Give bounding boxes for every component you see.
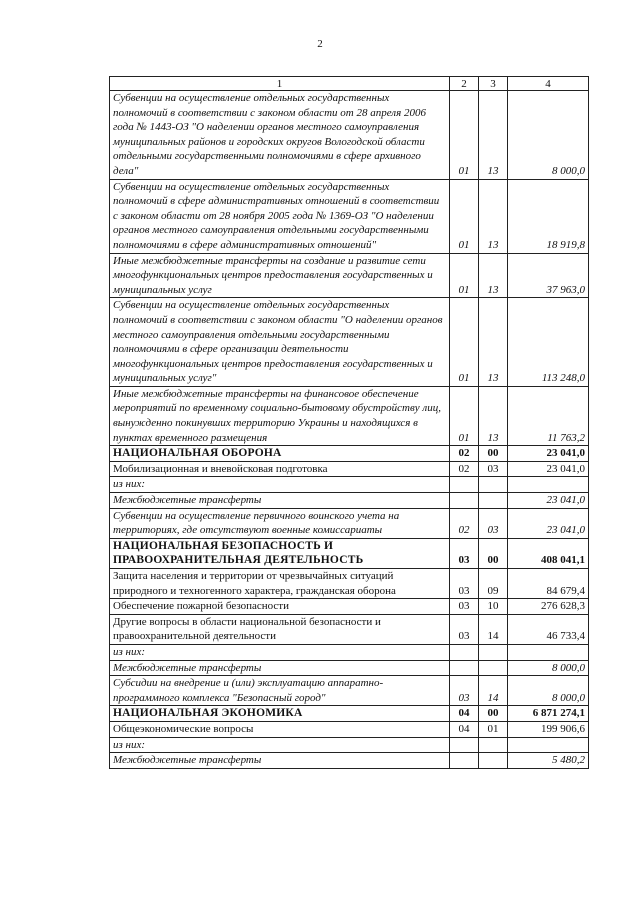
row-subsection: 14 [479, 676, 508, 706]
row-amount: 46 733,4 [508, 614, 589, 644]
row-amount [508, 644, 589, 660]
row-amount: 18 919,8 [508, 179, 589, 253]
row-subsection: 00 [479, 538, 508, 568]
table-row [110, 493, 589, 509]
table-row [110, 676, 589, 706]
row-subsection: 00 [479, 706, 508, 722]
table-row [110, 446, 589, 462]
row-section: 04 [450, 706, 479, 722]
row-subsection: 09 [479, 569, 508, 599]
row-amount: 23 041,0 [508, 508, 589, 538]
row-subsection: 13 [479, 179, 508, 253]
row-amount: 8 000,0 [508, 91, 589, 180]
row-section: 01 [450, 91, 479, 180]
row-amount: 23 041,0 [508, 493, 589, 509]
row-section: 01 [450, 253, 479, 298]
row-subsection [479, 737, 508, 753]
row-name: Межбюджетные трансферты [110, 493, 450, 509]
row-name: из них: [110, 477, 450, 493]
row-subsection: 14 [479, 614, 508, 644]
row-subsection [479, 477, 508, 493]
table-row [110, 386, 589, 445]
row-section: 01 [450, 179, 479, 253]
row-subsection: 13 [479, 298, 508, 387]
header-col-4: 4 [508, 77, 589, 91]
row-name: НАЦИОНАЛЬНАЯ ОБОРОНА [110, 446, 450, 462]
row-name: Обеспечение пожарной безопасности [110, 599, 450, 615]
row-section [450, 660, 479, 676]
row-name: Субвенции на осуществление первичного воинского учета на территориях, где отсутствуют военные комиссариаты [110, 508, 450, 538]
row-subsection: 13 [479, 386, 508, 445]
header-col-1: 1 [110, 77, 450, 91]
row-section: 03 [450, 676, 479, 706]
row-section: 03 [450, 599, 479, 615]
row-name: из них: [110, 644, 450, 660]
row-name: Межбюджетные трансферты [110, 660, 450, 676]
row-name: Субсидии на внедрение и (или) эксплуатацию аппаратно-программного комплекса "Безопасный город" [110, 676, 450, 706]
table-row [110, 614, 589, 644]
row-name: из них: [110, 737, 450, 753]
row-amount: 5 480,2 [508, 753, 589, 769]
row-name: Межбюджетные трансферты [110, 753, 450, 769]
table-row [110, 461, 589, 477]
header-col-2: 2 [450, 77, 479, 91]
row-section [450, 644, 479, 660]
row-subsection: 01 [479, 721, 508, 737]
table-row [110, 753, 589, 769]
row-name: НАЦИОНАЛЬНАЯ БЕЗОПАСНОСТЬ И ПРАВООХРАНИТЕЛЬНАЯ ДЕЯТЕЛЬНОСТЬ [110, 538, 450, 568]
row-section: 02 [450, 446, 479, 462]
row-name: Субвенции на осуществление отдельных государственных полномочий в сфере административных отношений в соответствии с законом области от 28 ноября 2005 года № 1369-ОЗ "О наделении органов местного самоуправления отдельными государственными полномочиями в сфере административных отношений" [110, 179, 450, 253]
table-row [110, 538, 589, 568]
row-subsection [479, 644, 508, 660]
row-subsection: 13 [479, 253, 508, 298]
row-amount: 113 248,0 [508, 298, 589, 387]
row-section: 02 [450, 461, 479, 477]
row-amount [508, 477, 589, 493]
row-name: Общеэкономические вопросы [110, 721, 450, 737]
row-amount: 84 679,4 [508, 569, 589, 599]
table-row [110, 737, 589, 753]
row-amount: 23 041,0 [508, 446, 589, 462]
row-subsection: 03 [479, 461, 508, 477]
row-section: 01 [450, 298, 479, 387]
row-amount: 11 763,2 [508, 386, 589, 445]
table-row [110, 721, 589, 737]
row-name: Субвенции на осуществление отдельных государственных полномочий в соответствии с законом области "О наделении органов местного самоуправления отдельными государственными полномочиями в сфере организации деятельности многофункциональных центров предоставления государственных и муниципальных услуг" [110, 298, 450, 387]
row-name: Другие вопросы в области национальной безопасности и правоохранительной деятельности [110, 614, 450, 644]
row-section [450, 477, 479, 493]
row-section [450, 493, 479, 509]
row-amount [508, 737, 589, 753]
budget-table [109, 76, 589, 769]
table-row [110, 179, 589, 253]
row-subsection [479, 660, 508, 676]
row-name: Защита населения и территории от чрезвычайных ситуаций природного и техногенного характера, гражданская оборона [110, 569, 450, 599]
row-amount: 8 000,0 [508, 660, 589, 676]
row-section [450, 737, 479, 753]
row-amount: 199 906,6 [508, 721, 589, 737]
table-row [110, 599, 589, 615]
row-name: НАЦИОНАЛЬНАЯ ЭКОНОМИКА [110, 706, 450, 722]
header-col-3: 3 [479, 77, 508, 91]
row-section: 04 [450, 721, 479, 737]
row-subsection: 10 [479, 599, 508, 615]
row-section: 03 [450, 614, 479, 644]
row-name: Субвенции на осуществление отдельных государственных полномочий в соответствии с законом области от 28 апреля 2006 года № 1443-ОЗ "О наделении органов местного самоуправления муниципальных районов и городских округов Вологодской области отдельными государственными полномочиями в сфере архивного дела" [110, 91, 450, 180]
row-name: Мобилизационная и вневойсковая подготовка [110, 461, 450, 477]
table-row [110, 91, 589, 180]
row-section: 03 [450, 538, 479, 568]
table-row [110, 569, 589, 599]
row-subsection: 03 [479, 508, 508, 538]
table-row [110, 660, 589, 676]
table-header-row [110, 77, 589, 91]
row-amount: 6 871 274,1 [508, 706, 589, 722]
row-amount: 23 041,0 [508, 461, 589, 477]
page-number: 2 [317, 38, 323, 50]
row-amount: 276 628,3 [508, 599, 589, 615]
row-section [450, 753, 479, 769]
row-subsection [479, 493, 508, 509]
table-row [110, 298, 589, 387]
row-subsection [479, 753, 508, 769]
row-amount: 37 963,0 [508, 253, 589, 298]
table-row [110, 477, 589, 493]
row-subsection: 00 [479, 446, 508, 462]
table-row [110, 644, 589, 660]
row-name: Иные межбюджетные трансферты на финансовое обеспечение мероприятий по временному социально-бытовому обустройству лиц, вынужденно покинувших территорию Украины и находящихся в пунктах временного размещения [110, 386, 450, 445]
row-section: 03 [450, 569, 479, 599]
row-section: 01 [450, 386, 479, 445]
row-amount: 8 000,0 [508, 676, 589, 706]
table-row [110, 508, 589, 538]
table-row [110, 706, 589, 722]
row-section: 02 [450, 508, 479, 538]
row-name: Иные межбюджетные трансферты на создание и развитие сети многофункциональных центров предоставления государственных и муниципальных услуг [110, 253, 450, 298]
row-amount: 408 041,1 [508, 538, 589, 568]
table-row [110, 253, 589, 298]
row-subsection: 13 [479, 91, 508, 180]
